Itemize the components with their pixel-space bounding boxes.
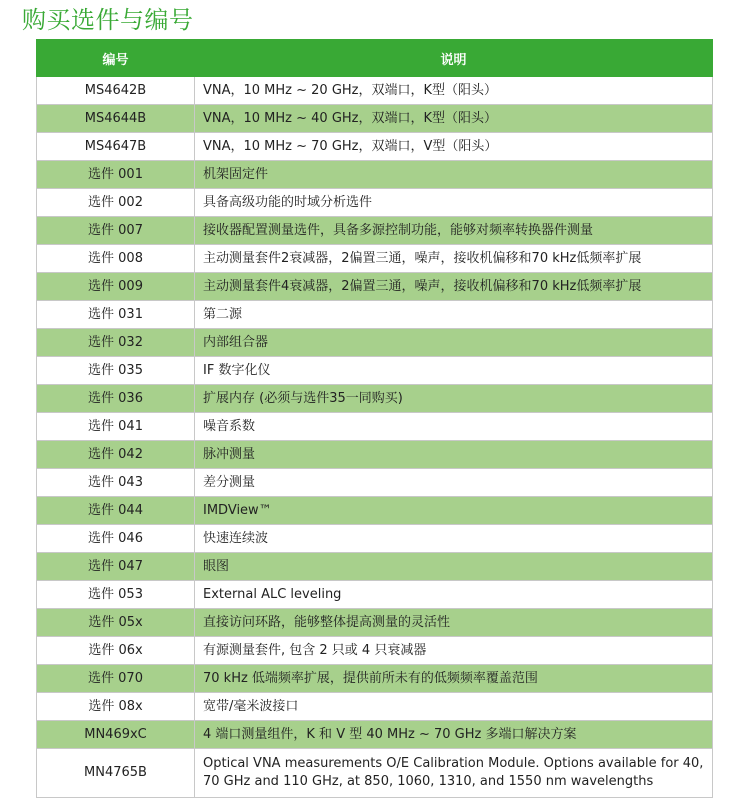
row-description: Optical VNA measurements O/E Calibration Module. Options available for 40, 70 GHz and 110 GHz, at 850, 1060, 1310, and 1550 nm wavelengths [195, 749, 713, 798]
row-code: 选件 002 [37, 189, 195, 217]
table-row [37, 105, 713, 133]
row-code: MN469xC [37, 721, 195, 749]
row-description: VNA，10 MHz ~ 20 GHz，双端口，K型（阳头） [195, 77, 713, 105]
row-description: 接收器配置测量选件，具备多源控制功能，能够对频率转换器件测量 [195, 217, 713, 245]
table-body [37, 77, 713, 798]
row-description: 4 端口测量组件，K 和 V 型 40 MHz ~ 70 GHz 多端口解决方案 [195, 721, 713, 749]
table-row [37, 441, 713, 469]
table-row [37, 693, 713, 721]
table-row [37, 581, 713, 609]
table-row [37, 245, 713, 273]
row-code: 选件 070 [37, 665, 195, 693]
row-description: 差分测量 [195, 469, 713, 497]
row-description: 有源测量套件, 包含 2 只或 4 只衰减器 [195, 637, 713, 665]
row-description: 快速连续波 [195, 525, 713, 553]
row-description: 机架固定件 [195, 161, 713, 189]
row-description: IF 数字化仪 [195, 357, 713, 385]
row-description: External ALC leveling [195, 581, 713, 609]
table-row [37, 217, 713, 245]
row-code: 选件 041 [37, 413, 195, 441]
row-description: 扩展内存 (必须与选件35一同购买) [195, 385, 713, 413]
row-code: 选件 044 [37, 497, 195, 525]
row-description: 内部组合器 [195, 329, 713, 357]
header-code: 编号 [37, 40, 195, 77]
row-description: VNA，10 MHz ~ 70 GHz，双端口，V型（阳头） [195, 133, 713, 161]
table-row [37, 77, 713, 105]
row-description: 主动测量套件4衰减器，2偏置三通，噪声，接收机偏移和70 kHz低频率扩展 [195, 273, 713, 301]
row-code: MS4647B [37, 133, 195, 161]
table-row [37, 329, 713, 357]
row-code: 选件 05x [37, 609, 195, 637]
row-code: MN4765B [37, 749, 195, 798]
row-description: 眼图 [195, 553, 713, 581]
row-code: 选件 043 [37, 469, 195, 497]
table-row [37, 749, 713, 798]
table-row [37, 357, 713, 385]
table-row [37, 497, 713, 525]
table-row [37, 665, 713, 693]
row-code: MS4644B [37, 105, 195, 133]
row-description: 第二源 [195, 301, 713, 329]
row-code: 选件 009 [37, 273, 195, 301]
table-row [37, 553, 713, 581]
row-description: 主动测量套件2衰减器，2偏置三通，噪声，接收机偏移和70 kHz低频率扩展 [195, 245, 713, 273]
table-row [37, 161, 713, 189]
table-row [37, 637, 713, 665]
row-description: 70 kHz 低端频率扩展，提供前所未有的低频频率覆盖范围 [195, 665, 713, 693]
row-description: VNA，10 MHz ~ 40 GHz，双端口，K型（阳头） [195, 105, 713, 133]
table-row [37, 469, 713, 497]
row-description: 脉冲测量 [195, 441, 713, 469]
row-code: 选件 046 [37, 525, 195, 553]
row-code: 选件 007 [37, 217, 195, 245]
row-code: 选件 001 [37, 161, 195, 189]
header-description: 说明 [195, 40, 713, 77]
table-row [37, 609, 713, 637]
table-row [37, 133, 713, 161]
table-row [37, 721, 713, 749]
table-row [37, 273, 713, 301]
row-code: 选件 035 [37, 357, 195, 385]
page-title: 购买选件与编号 [22, 6, 194, 34]
table-row [37, 413, 713, 441]
row-code: 选件 053 [37, 581, 195, 609]
row-code: MS4642B [37, 77, 195, 105]
table-row [37, 189, 713, 217]
table-row [37, 385, 713, 413]
row-description: 宽带/毫米波接口 [195, 693, 713, 721]
table-row [37, 301, 713, 329]
row-code: 选件 031 [37, 301, 195, 329]
row-code: 选件 032 [37, 329, 195, 357]
row-description: IMDView™ [195, 497, 713, 525]
row-code: 选件 042 [37, 441, 195, 469]
row-code: 选件 008 [37, 245, 195, 273]
row-code: 选件 047 [37, 553, 195, 581]
table-header-row [37, 40, 713, 77]
row-description: 噪音系数 [195, 413, 713, 441]
row-code: 选件 06x [37, 637, 195, 665]
options-table [36, 39, 713, 798]
row-code: 选件 036 [37, 385, 195, 413]
row-description: 具备高级功能的时域分析选件 [195, 189, 713, 217]
row-description: 直接访问环路，能够整体提高测量的灵活性 [195, 609, 713, 637]
row-code: 选件 08x [37, 693, 195, 721]
table-row [37, 525, 713, 553]
